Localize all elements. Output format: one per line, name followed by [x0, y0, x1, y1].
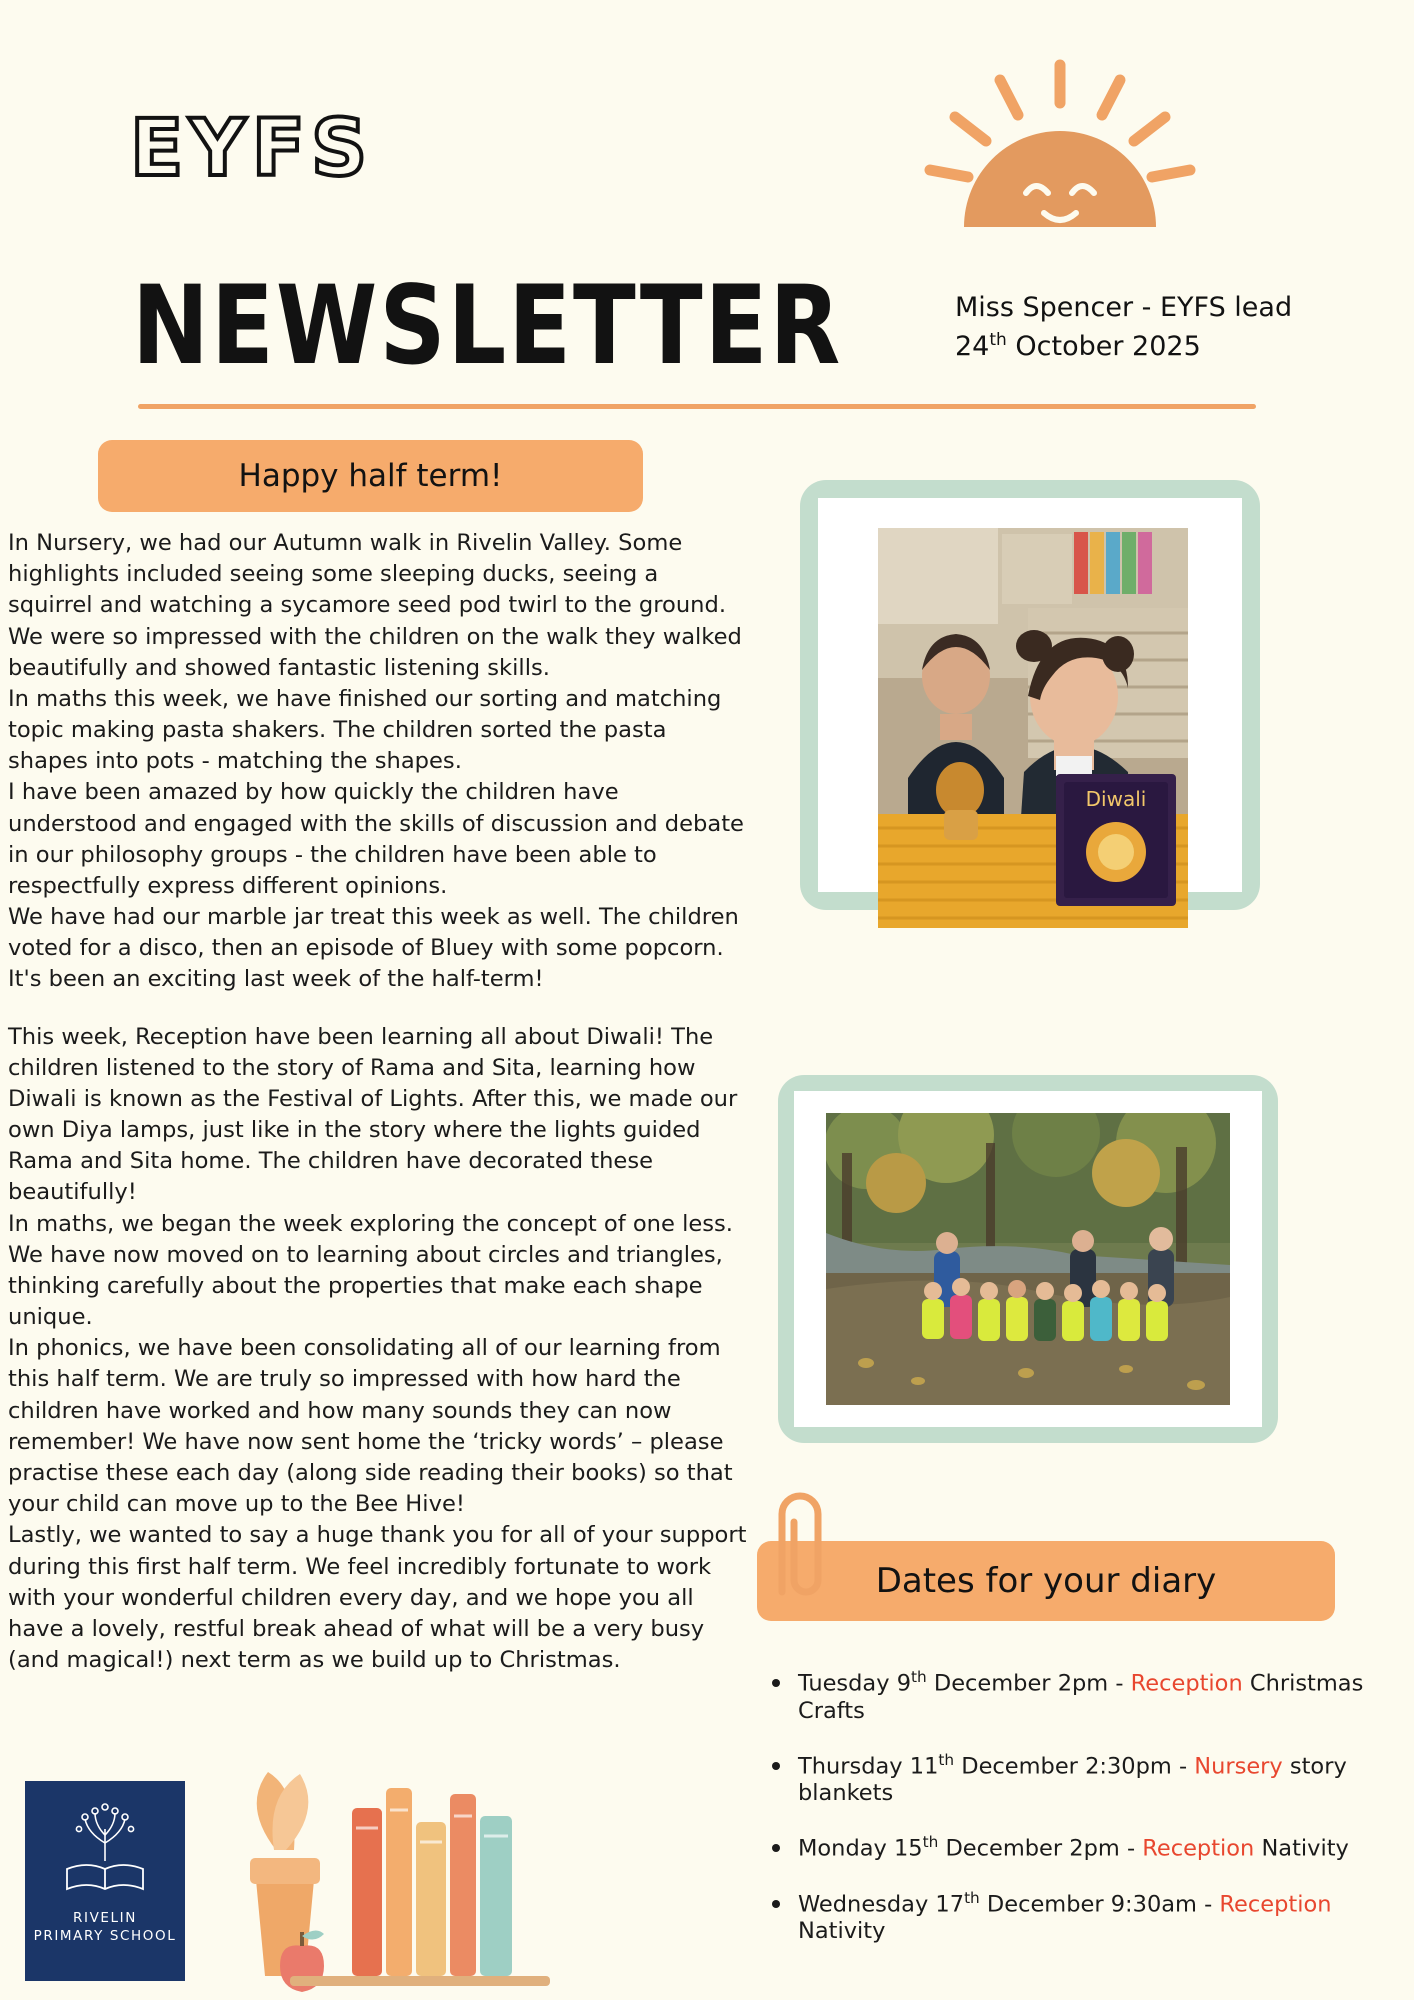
paragraph-nursery-5: It's been an exciting last week of the half-term!: [8, 966, 544, 993]
svg-text:Diwali: Diwali: [1085, 787, 1147, 811]
paragraph-nursery-4: We have had our marble jar treat this week as well. The children voted for a disco, then an episode of Bluey with some popcorn.: [8, 904, 739, 962]
list-item: [760, 1668, 1400, 1725]
paperclip-icon: [760, 1480, 830, 1600]
tree-and-book-icon: [57, 1799, 153, 1903]
school-name: [34, 1909, 177, 1945]
date-ordinal: th: [964, 1888, 980, 1907]
date-suffix: Christmas Crafts: [798, 1670, 1364, 1724]
paragraph-reception-3: In phonics, we have been consolidating all of our learning from this half term. We are truly so impressed with how hard the children have worked and how many sounds they can now remember! We have now sent home the ‘tricky words’ – please practise these each day (along side reading their books) so that your child can move up to the Bee Hive!: [8, 1335, 733, 1518]
date-ordinal: th: [922, 1833, 939, 1851]
list-item: [760, 1889, 1400, 1946]
dates-for-diary-list: [760, 1668, 1400, 1971]
date-suffix: story blankets: [798, 1753, 1347, 1806]
paragraph-reception-1: This week, Reception have been learning all about Diwali! The children listened to the story of Rama and Sita, learning how Diwali is known as the Festival of Lights. After this, we made our own Diya lamps, just like in the story where the lights guided Rama and Sita home. The children have decorated these beautifully!: [8, 1023, 738, 1206]
issue-date: [955, 327, 1292, 366]
date-group-highlight: Reception: [1219, 1891, 1332, 1917]
date-middle: December 2pm -: [926, 1670, 1131, 1697]
paragraph-nursery-1: In Nursery, we had our Autumn walk in Rivelin Valley. Some highlights included seeing some sleeping ducks, seeing a squirrel and watching a sycamore seed pod twirl to the ground. We were so impressed with the children on the walk they walked beautifully and showed fantastic listening skills.: [8, 530, 742, 681]
date-suffix: Nativity: [798, 1918, 886, 1944]
date-prefix: Thursday 11: [798, 1753, 939, 1779]
list-item: [760, 1751, 1400, 1808]
date-middle: December 2:30pm -: [954, 1753, 1195, 1779]
date-group-highlight: Reception: [1130, 1670, 1243, 1697]
issue-date-ordinal: th: [989, 330, 1007, 351]
date-prefix: Wednesday 17: [798, 1891, 965, 1917]
newsletter-header: [0, 0, 1414, 420]
page-title-eyfs: EYFS: [130, 104, 374, 194]
list-item: [760, 1833, 1400, 1863]
date-middle: December 9:30am -: [979, 1891, 1220, 1917]
date-ordinal: th: [911, 1668, 927, 1686]
date-ordinal: th: [938, 1750, 955, 1769]
date-prefix: Monday 15: [798, 1835, 923, 1862]
paragraph-reception-2: In maths, we began the week exploring the concept of one less. We have now moved on to learning about circles and triangles, thinking carefully about the properties that make each shape unique.: [8, 1210, 733, 1331]
date-group-highlight: Reception: [1142, 1835, 1255, 1862]
date-group-highlight: Nursery: [1194, 1753, 1283, 1779]
date-suffix: Nativity: [1254, 1835, 1349, 1862]
author-name: Miss Spencer - EYFS lead: [955, 292, 1293, 323]
paragraph-nursery-3: I have been amazed by how quickly the children have understood and engaged with the skills of discussion and debate in our philosophy groups - the children have been able to respectfully express different opinions.: [8, 779, 744, 899]
section-heading-dates: Dates for your diary: [757, 1541, 1335, 1621]
books-and-plant-illustration: [190, 1730, 610, 2000]
school-name-line1: RIVELIN: [73, 1910, 137, 1926]
byline: [955, 288, 1292, 366]
issue-date-day: 24: [955, 331, 990, 363]
section-heading-happy-half-term: Happy half term!: [98, 440, 643, 512]
date-middle: December 2pm -: [938, 1835, 1143, 1862]
page-title-newsletter: NEWSLETTER: [132, 262, 843, 389]
photo-autumn-walk: [826, 1113, 1230, 1405]
paragraph-nursery-2: In maths this week, we have finished our sorting and matching topic making pasta shakers. The children sorted the pasta shapes into pots - matching the shapes.: [8, 685, 722, 775]
newsletter-body: [8, 528, 748, 1676]
school-name-line2: PRIMARY SCHOOL: [33, 1928, 177, 1945]
school-logo: [25, 1781, 185, 1981]
date-prefix: Tuesday 9: [798, 1670, 912, 1697]
header-divider: [138, 404, 1256, 409]
issue-date-rest: October 2025: [1006, 331, 1201, 363]
sun-icon: [860, 55, 1260, 235]
photo-diwali-classroom: [878, 528, 1188, 928]
paragraph-reception-4: Lastly, we wanted to say a huge thank you for all of your support during this first half term. We feel incredibly fortunate to work with your wonderful children every day, and we hope you all have a lovely, restful break ahead of what will be a very busy (and magical!) next term as we build up to Christmas.: [8, 1522, 747, 1674]
